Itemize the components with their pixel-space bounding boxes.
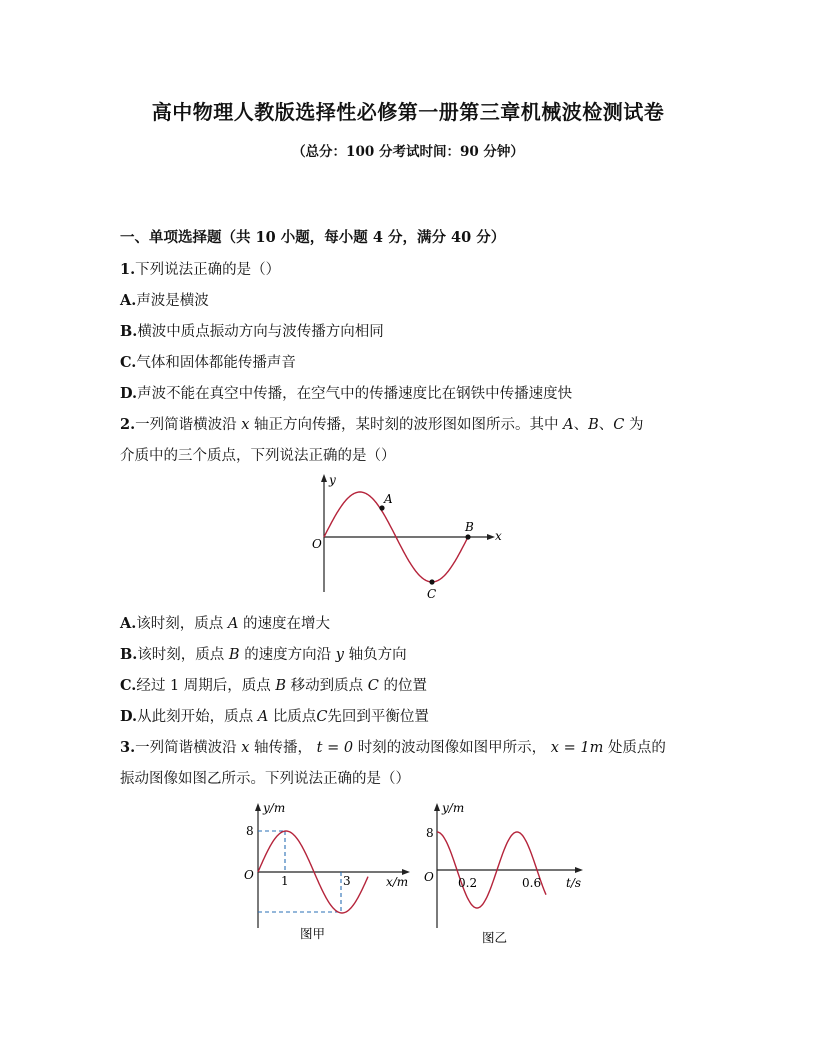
q2-option-a: A.该时刻，质点 A 的速度在增大 bbox=[120, 615, 331, 632]
q3-figure-yi bbox=[420, 796, 590, 951]
q2-label-origin: O bbox=[312, 537, 322, 551]
jia-x3: 3 bbox=[343, 874, 351, 888]
q2-option-c: C.经过 1 周期后，质点 B 移动到质点 C 的位置 bbox=[120, 677, 427, 694]
q3-stem-line2: 振动图像如图乙所示。下列说法正确的是（） bbox=[120, 771, 410, 787]
q2-x-arrow bbox=[487, 534, 495, 540]
page-title: 高中物理人教版选择性必修第一册第三章机械波检测试卷 bbox=[151, 100, 665, 124]
q1-number: 1. bbox=[120, 261, 136, 278]
yi-ylabel: y/m bbox=[442, 801, 465, 815]
jia-caption: 图甲 bbox=[300, 926, 326, 941]
q2-option-b: B.该时刻，质点 B 的速度方向沿 y 轴负方向 bbox=[120, 646, 407, 663]
q2-wave-figure bbox=[300, 470, 510, 605]
page-subtitle: （总分：100 分考试时间：90 分钟） bbox=[292, 144, 524, 160]
section-heading: 一、单项选择题（共 10 小题，每小题 4 分，满分 40 分） bbox=[120, 229, 506, 246]
jia-origin: O bbox=[244, 868, 254, 882]
jia-xlabel: x/m bbox=[386, 875, 409, 889]
jia-y8: 8 bbox=[246, 824, 254, 838]
q2-label-x: x bbox=[495, 529, 502, 543]
yi-y8: 8 bbox=[426, 826, 434, 840]
q3-figure-jia bbox=[230, 796, 420, 946]
jia-x1: 1 bbox=[281, 874, 289, 888]
q2-stem-line2: 介质中的三个质点，下列说法正确的是（） bbox=[120, 448, 396, 464]
yi-xlabel: t/s bbox=[566, 876, 582, 890]
q1-option-c: C.气体和固体都能传播声音 bbox=[120, 354, 296, 371]
q2-label-c: C bbox=[427, 587, 437, 601]
yi-y-arrow bbox=[434, 803, 440, 811]
q3-stem-line1: 3.一列简谐横波沿 x 轴传播， t = 0 时刻的波动图像如图甲所示， x = 1m 处质点的 bbox=[120, 739, 666, 756]
q2-number: 2. bbox=[120, 416, 136, 433]
q1-option-a: A.声波是横波 bbox=[120, 292, 209, 309]
yi-t06: 0.6 bbox=[522, 876, 542, 890]
q2-label-a: A bbox=[384, 492, 393, 506]
q1-stem-text: 下列说法正确的是（） bbox=[135, 262, 281, 278]
q2-y-arrow bbox=[321, 474, 327, 482]
q3-number: 3. bbox=[120, 739, 136, 756]
q1-option-b: B.横波中质点振动方向与波传播方向相同 bbox=[120, 323, 384, 340]
jia-y-arrow bbox=[255, 803, 261, 811]
q1-stem bbox=[120, 258, 280, 279]
q2-point-b bbox=[465, 534, 470, 539]
q2-label-b: B bbox=[465, 520, 474, 534]
jia-ylabel: y/m bbox=[263, 801, 286, 815]
q2-point-c bbox=[429, 579, 434, 584]
yi-origin: O bbox=[424, 870, 434, 884]
yi-x-arrow bbox=[575, 867, 583, 873]
q2-option-d: D.从此刻开始，质点 A 比质点C先回到平衡位置 bbox=[120, 708, 429, 725]
q2-stem-line1: 2.一列简谐横波沿 x 轴正方向传播，某时刻的波形图如图所示。其中 A、B、C 为 bbox=[120, 416, 644, 433]
q2-label-y: y bbox=[329, 473, 336, 487]
q1-option-d: D.声波不能在真空中传播，在空气中的传播速度比在钢铁中传播速度快 bbox=[120, 385, 573, 402]
yi-t02: 0.2 bbox=[458, 876, 478, 890]
q2-point-a bbox=[379, 505, 384, 510]
yi-caption: 图乙 bbox=[482, 930, 508, 945]
